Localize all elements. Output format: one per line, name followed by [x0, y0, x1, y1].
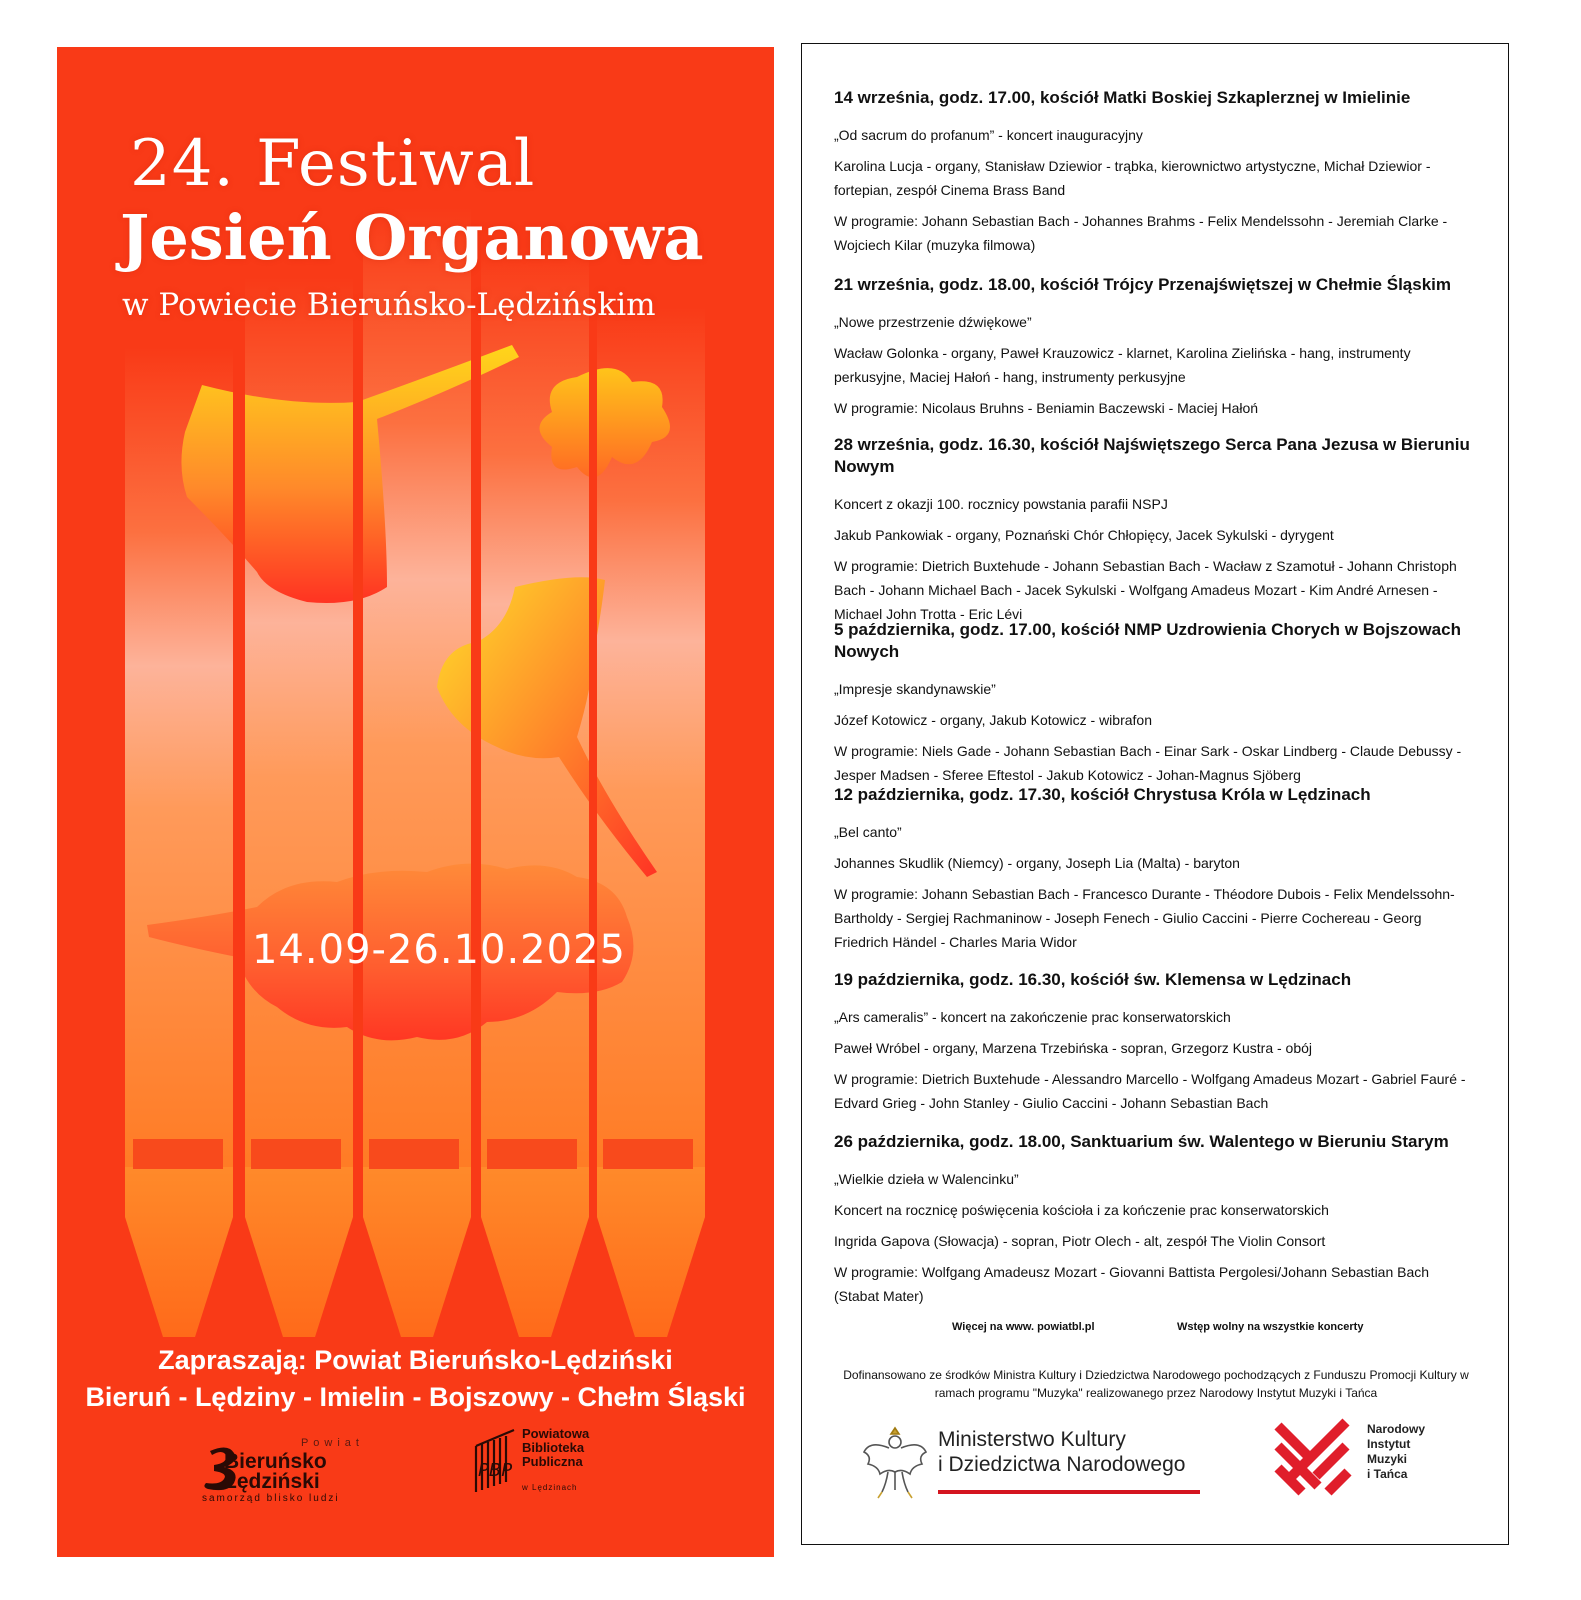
powiat-logo-line1: Bieruńsko — [224, 1450, 327, 1473]
event-title: „Bel canto” — [834, 824, 902, 840]
event-7 — [834, 1131, 1472, 1315]
pbp-line4: w Lędzinach — [522, 1483, 578, 1492]
event-repertoire: W programie: Niels Gade - Johann Sebastian Bach - Einar Sark - Oskar Lindberg - Claude Debussy - Jesper Madsen - Sferee Eftestol - Jakub Kotowicz - Johan-Magnus Sjöberg — [834, 743, 1462, 783]
free-entry-text: Wstęp wolny na wszystkie koncerty — [1177, 1321, 1364, 1333]
event-3 — [834, 434, 1472, 633]
event-description: Koncert na rocznicę poświęcenia kościoła i za kończenie prac konserwatorskich — [834, 1202, 1329, 1218]
event-4 — [834, 619, 1472, 794]
event-title: „Wielkie dzieła w Walencinku” — [834, 1171, 1019, 1187]
invite-line-1: Zapraszają: Powiat Bieruńsko-Lędziński — [158, 1345, 673, 1375]
event-title: Koncert z okazji 100. rocznicy powstania parafii NSPJ — [834, 496, 1168, 512]
festival-program — [801, 43, 1509, 1545]
event-performers: Jakub Pankowiak - organy, Poznański Chór Chłopięcy, Jacek Sykulski - dyrygent — [834, 527, 1334, 543]
pbp-logo-text — [522, 1427, 589, 1469]
event-repertoire: W programie: Nicolaus Bruhns - Beniamin Baczewski - Maciej Hałoń — [834, 400, 1259, 416]
event-heading: 12 października, godz. 17.30, kościół Chrystusa Króla w Lędzinach — [834, 785, 1371, 804]
event-repertoire: W programie: Dietrich Buxtehude - Alessandro Marcello - Wolfgang Amadeus Mozart - Gabriel Fauré - Edvard Grieg - John Stanley - Giulio Caccini - Johann Sebastian Bach — [834, 1071, 1466, 1111]
title-subtitle: w Powiecie Bieruńsko-Lędzińskim — [122, 287, 656, 323]
nimit-logo-text — [1367, 1422, 1425, 1482]
invite-line-2: Bieruń - Lędziny - Imielin - Bojszowy - Chełm Śląski — [85, 1382, 746, 1412]
event-title: „Impresje skandynawskie” — [834, 681, 996, 697]
event-heading: 14 września, godz. 17.00, kościół Matki Boskiej Szkaplerznej w Imielinie — [834, 88, 1411, 107]
nimit-mark-icon — [1272, 1416, 1352, 1500]
event-performers: Józef Kotowicz - organy, Jakub Kotowicz - wibrafon — [834, 712, 1152, 728]
event-heading: 19 października, godz. 16.30, kościół św. Klemensa w Lędzinach — [834, 970, 1352, 989]
event-repertoire: W programie: Johann Sebastian Bach - Francesco Durante - Théodore Dubois - Felix Mendelssohn-Bartholdy - Sergiej Rachmaninow - Joseph Fenech - Giulio Caccini - Pierre Cochereau - Georg Friedrich Händel - Charles Maria Widor — [834, 886, 1455, 950]
title-jesien-organowa: Jesień Organowa — [120, 201, 704, 274]
pbp-mark-text: PBP — [478, 1460, 513, 1481]
festival-dates: 14.09-26.10.2025 — [252, 927, 626, 973]
event-heading: 26 października, godz. 18.00, Sanktuarium św. Walentego w Bieruniu Starym — [834, 1132, 1449, 1151]
event-1 — [834, 87, 1472, 264]
pbp-line1: Powiatowa — [522, 1426, 590, 1441]
ministry-line1: Ministerstwo Kultury — [938, 1428, 1126, 1451]
event-heading: 21 września, godz. 18.00, kościół Trójcy Przenajświętszej w Chełmie Śląskim — [834, 275, 1451, 294]
more-info-text: Więcej na www. powiatbl.pl — [952, 1321, 1095, 1333]
event-performers: Johannes Skudlik (Niemcy) - organy, Joseph Lia (Malta) - baryton — [834, 855, 1240, 871]
event-repertoire: W programie: Dietrich Buxtehude - Johann Sebastian Bach - Wacław z Szamotuł - Johann Christoph Bach - Johann Michael Bach - Jacek Sykulski - Wolfgang Amadeus Mozart - Kim André Arnesen - Michael John Trotta - Eric Lévi — [834, 558, 1457, 622]
powiat-logo — [200, 1437, 370, 1507]
event-title: „Nowe przestrzenie dźwiękowe” — [834, 314, 1032, 330]
event-heading: 28 września, godz. 16.30, kościół Najświętszego Serca Pana Jezusa w Bieruniu Nowym — [834, 435, 1470, 476]
event-repertoire: W programie: Johann Sebastian Bach - Johannes Brahms - Felix Mendelssohn - Jeremiah Clarke - Wojciech Kilar (muzyka filmowa) — [834, 213, 1448, 253]
nimit-line1: Narodowy — [1367, 1422, 1426, 1436]
pbp-logo — [470, 1424, 620, 1504]
ministry-line2: i Dziedzictwa Narodowego — [938, 1453, 1186, 1476]
funding-note: Dofinansowano ze środków Ministra Kultury i Dziedzictwa Narodowego pochodzących z Funduszu Promocji Kultury w ramach programu "Muzyka" realizowanego przez Narodowy Instytut Muzyki i Tańca — [843, 1368, 1469, 1400]
polish-eagle-icon — [860, 1422, 930, 1500]
nimit-line2: Instytut — [1367, 1437, 1411, 1451]
event-heading: 5 października, godz. 17.00, kościół NMP Uzdrowienia Chorych w Bojszowach Nowych — [834, 620, 1461, 661]
nimit-line3: Muzyki — [1367, 1452, 1408, 1466]
powiat-logo-small: Powiat — [300, 1437, 364, 1449]
festival-poster — [57, 47, 774, 1557]
event-performers: Ingrida Gapova (Słowacja) - sopran, Piotr Olech - alt, zespół The Violin Consort — [834, 1233, 1326, 1249]
ministry-logo-text — [938, 1427, 1185, 1477]
event-title: „Ars cameralis” - koncert na zakończenie prac konserwatorskich — [834, 1009, 1231, 1025]
event-5 — [834, 784, 1472, 961]
powiat-logo-tagline: samorząd blisko ludzi — [202, 1493, 340, 1504]
pbp-line3: Publiczna — [522, 1454, 583, 1469]
event-performers: Wacław Golonka - organy, Paweł Krauzowicz - klarnet, Karolina Zielińska - hang, instrumenty perkusyjne, Maciej Hałoń - hang, instrumenty perkusyjne — [834, 345, 1411, 385]
event-2 — [834, 274, 1472, 427]
powiat-logo-line2: Lędziński — [224, 1470, 320, 1493]
nimit-line4: i Tańca — [1367, 1467, 1408, 1481]
event-performers: Paweł Wróbel - organy, Marzena Trzebińska - sopran, Grzegorz Kustra - obój — [834, 1040, 1313, 1056]
event-6 — [834, 969, 1472, 1122]
event-repertoire: W programie: Wolfgang Amadeusz Mozart - Giovanni Battista Pergolesi/Johann Sebastian Bach (Stabat Mater) — [834, 1264, 1430, 1304]
pbp-mark-icon — [470, 1424, 518, 1494]
title-festival: 24. Festiwal — [130, 127, 536, 201]
ministry-red-bar — [938, 1490, 1200, 1494]
nimit-logo — [1272, 1416, 1472, 1506]
pbp-line2: Biblioteka — [522, 1440, 585, 1455]
event-title: „Od sacrum do profanum” - koncert inauguracyjny — [834, 127, 1143, 143]
event-performers: Karolina Lucja - organy, Stanisław Dziewior - trąbka, kierownictwo artystyczne, Michał Dziewior - fortepian, zespół Cinema Brass Band — [834, 158, 1431, 198]
ministry-logo — [860, 1422, 1200, 1502]
